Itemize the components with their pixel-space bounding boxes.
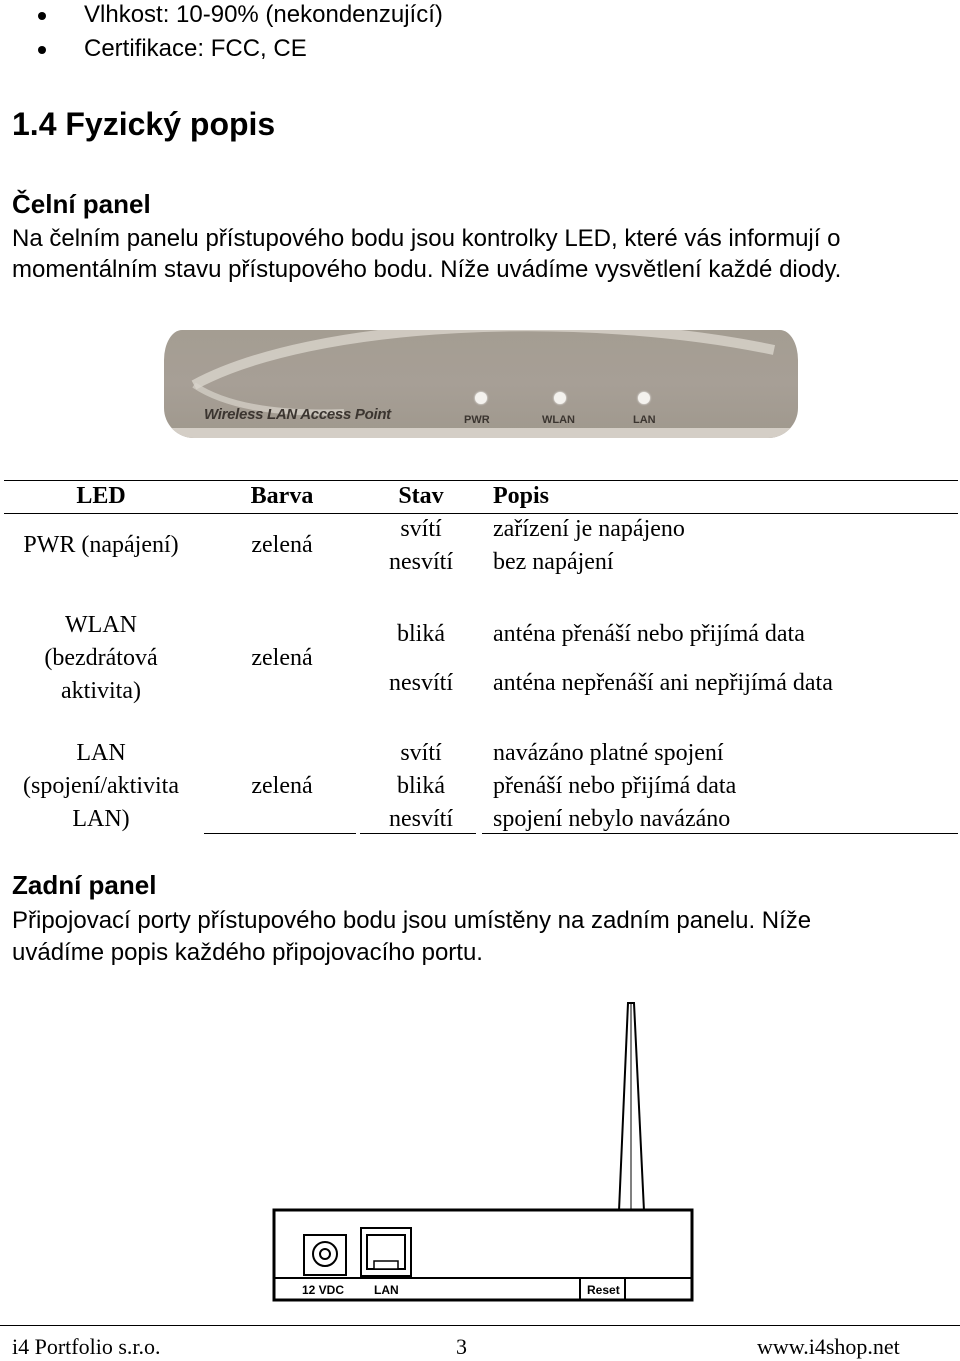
antenna-icon xyxy=(615,1003,645,1219)
footer-website-link[interactable]: www.i4shop.net xyxy=(757,1334,900,1359)
row-pwr-color: zelená xyxy=(251,532,313,558)
table-row: LAN xyxy=(76,740,126,766)
row-lan-state-2: bliká xyxy=(397,773,445,799)
pwr-led-label: PWR xyxy=(464,414,490,426)
dc-power-jack-icon xyxy=(304,1235,346,1275)
back-panel-heading: Zadní panel xyxy=(12,870,157,900)
back-panel-image xyxy=(250,985,720,1315)
row-wlan-state-2: nesvítí xyxy=(389,670,453,696)
spec-bullet-list xyxy=(0,0,443,68)
row-pwr-desc-1: zařízení je napájeno xyxy=(493,516,685,542)
row-lan-desc-2: přenáší nebo přijímá data xyxy=(493,773,737,799)
wlan-led-icon xyxy=(554,392,566,404)
back-panel-text-line1: Připojovací porty přístupového bodu jsou umístěny na zadním panelu. Níže xyxy=(12,907,812,934)
front-panel-text-line1: Na čelním panelu přístupového bodu jsou kontrolky LED, které vás informují o xyxy=(12,225,841,252)
header-color: Barva xyxy=(250,483,314,509)
table-row: WLAN xyxy=(65,612,137,638)
footer-company: i4 Portfolio s.r.o. xyxy=(12,1334,161,1359)
row-wlan-led-3: aktivita) xyxy=(61,678,141,704)
row-pwr-state-2: nesvítí xyxy=(389,549,453,575)
row-lan-state-1: svítí xyxy=(400,740,442,766)
row-wlan-state-1: bliká xyxy=(397,621,445,647)
row-lan-color: zelená xyxy=(251,773,313,799)
back-panel-text-line2: uvádíme popis každého připojovacího portu. xyxy=(12,939,483,966)
table-bottom-rule-desc xyxy=(482,833,958,834)
row-wlan-led-2: (bezdrátová xyxy=(44,645,158,671)
row-wlan-color: zelená xyxy=(251,645,313,671)
footer-page-number: 3 xyxy=(456,1334,467,1359)
row-lan-state-3: nesvítí xyxy=(389,806,453,832)
wlan-led-label: WLAN xyxy=(542,414,575,426)
row-lan-led-3: LAN) xyxy=(72,806,130,832)
device-brand-text: Wireless LAN Access Point xyxy=(204,406,391,423)
row-pwr-desc-2: bez napájení xyxy=(493,549,614,575)
footer-rule xyxy=(0,1325,960,1326)
header-description: Popis xyxy=(493,483,550,509)
lan-led-label: LAN xyxy=(633,414,656,426)
row-wlan-desc-1: anténa přenáší nebo přijímá data xyxy=(493,621,805,647)
header-led: LED xyxy=(76,483,126,509)
pwr-led-icon xyxy=(475,392,487,404)
port-label-power: 12 VDC xyxy=(302,1283,345,1297)
row-lan-desc-3: spojení nebylo navázáno xyxy=(493,806,731,832)
table-bottom-rule-color xyxy=(204,833,356,834)
table-row: PWR (napájení) xyxy=(23,532,179,558)
port-label-lan: LAN xyxy=(374,1283,399,1297)
bullet-certification: Certifikace: FCC, CE xyxy=(0,34,443,68)
lan-port-icon xyxy=(361,1228,411,1276)
row-lan-desc-1: navázáno platné spojení xyxy=(493,740,724,766)
front-panel-heading: Čelní panel xyxy=(12,189,151,219)
section-title: 1.4 Fyzický popis xyxy=(12,106,276,142)
row-pwr-state-1: svítí xyxy=(400,516,442,542)
bullet-humidity: Vlhkost: 10-90% (nekondenzující) xyxy=(0,0,443,34)
front-panel-text-line2: momentálním stavu přístupového bodu. Níže uvádíme vysvětlení každé diody. xyxy=(12,256,842,283)
panel-base xyxy=(164,428,798,438)
header-bottom-rule xyxy=(4,513,958,514)
table-bottom-rule-state xyxy=(360,833,476,834)
port-label-reset: Reset xyxy=(587,1283,620,1297)
lan-led-icon xyxy=(638,392,650,404)
header-state: Stav xyxy=(398,483,444,509)
row-lan-led-2: (spojení/aktivita xyxy=(23,773,179,799)
row-wlan-desc-2: anténa nepřenáší ani nepřijímá data xyxy=(493,670,833,696)
front-panel-image xyxy=(164,330,798,438)
